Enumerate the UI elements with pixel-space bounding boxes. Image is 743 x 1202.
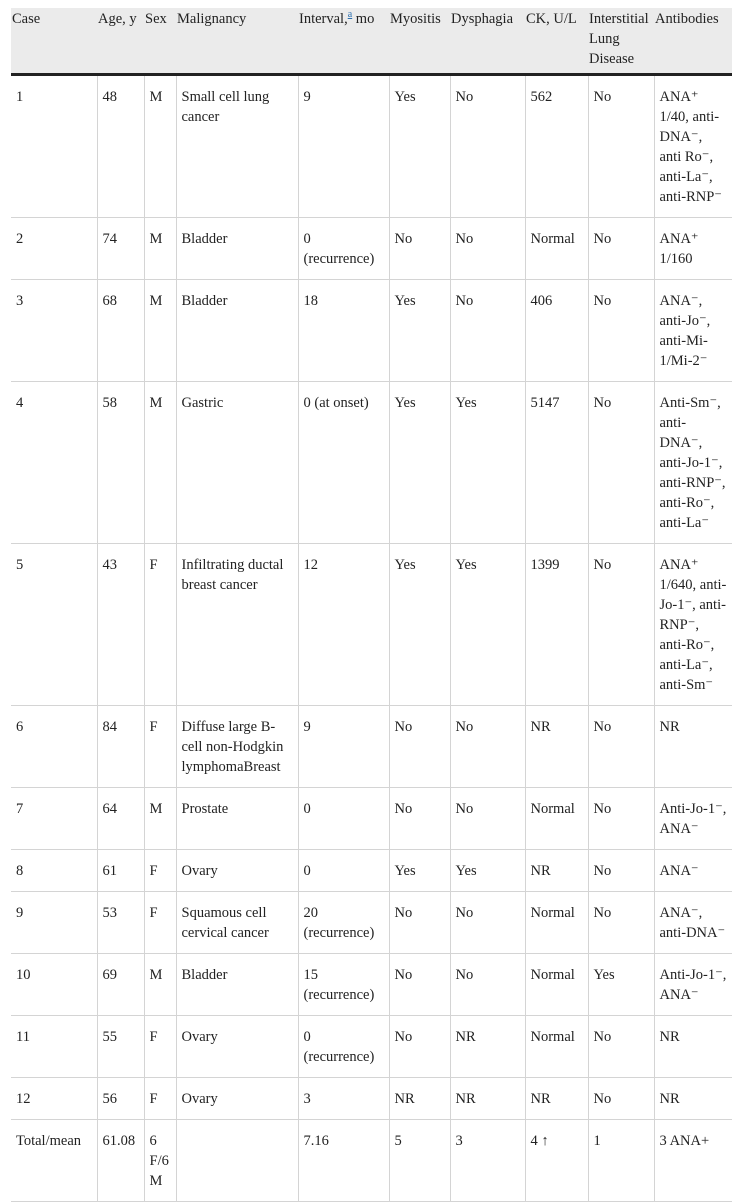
- cell-ild: No: [588, 892, 654, 954]
- cell-ck: NR: [525, 850, 588, 892]
- cell-ild: 1: [588, 1120, 654, 1202]
- cell-malignancy: Diffuse large B-cell non-Hodgkin lymphomaBreast: [176, 706, 298, 788]
- table-row: [11, 850, 732, 892]
- cell-age: 69: [97, 954, 144, 1016]
- cell-dysphagia: Yes: [450, 850, 525, 892]
- cell-interval: 7.16: [298, 1120, 389, 1202]
- cell-case: 11: [11, 1016, 97, 1078]
- cell-ild: No: [588, 706, 654, 788]
- cell-case: 2: [11, 218, 97, 280]
- table-row: [11, 218, 732, 280]
- table-row: [11, 788, 732, 850]
- cell-age: 84: [97, 706, 144, 788]
- cell-ck: 562: [525, 75, 588, 218]
- cell-interval: 0 (recurrence): [298, 1016, 389, 1078]
- case-table: [11, 8, 732, 1202]
- cell-age: 61: [97, 850, 144, 892]
- table-row: [11, 954, 732, 1016]
- cell-dysphagia: Yes: [450, 382, 525, 544]
- cell-ild: No: [588, 1016, 654, 1078]
- cell-myositis: No: [389, 218, 450, 280]
- cell-ck: Normal: [525, 1016, 588, 1078]
- cell-sex: 6 F/6 M: [144, 1120, 176, 1202]
- cell-age: 56: [97, 1078, 144, 1120]
- cell-interval: 0 (at onset): [298, 382, 389, 544]
- cell-case: 9: [11, 892, 97, 954]
- cell-antibodies: ANA⁺ 1/160: [654, 218, 732, 280]
- header-row: [11, 8, 732, 75]
- cell-ild: No: [588, 280, 654, 382]
- header-sex: Sex: [144, 8, 176, 75]
- cell-dysphagia: No: [450, 892, 525, 954]
- header-malignancy: Malignancy: [176, 8, 298, 75]
- cell-malignancy: Prostate: [176, 788, 298, 850]
- table-row: [11, 1016, 732, 1078]
- cell-age: 64: [97, 788, 144, 850]
- cell-age: 61.08: [97, 1120, 144, 1202]
- cell-sex: M: [144, 788, 176, 850]
- cell-case: 3: [11, 280, 97, 382]
- cell-interval: 18: [298, 280, 389, 382]
- cell-interval: 12: [298, 544, 389, 706]
- cell-dysphagia: No: [450, 218, 525, 280]
- cell-dysphagia: NR: [450, 1078, 525, 1120]
- header-ild: Interstitial Lung Disease: [588, 8, 654, 75]
- cell-dysphagia: No: [450, 954, 525, 1016]
- cell-case: 4: [11, 382, 97, 544]
- cell-interval: 0: [298, 788, 389, 850]
- cell-myositis: Yes: [389, 75, 450, 218]
- header-interval-unit: mo: [352, 11, 375, 27]
- cell-interval: 9: [298, 706, 389, 788]
- cell-antibodies: ANA⁺ 1/640, anti-Jo-1⁻, anti-RNP⁻, anti-Ro⁻, anti-La⁻, anti-Sm⁻: [654, 544, 732, 706]
- cell-case: 6: [11, 706, 97, 788]
- table-container: [11, 8, 732, 1202]
- cell-antibodies: Anti-Jo-1⁻, ANA⁻: [654, 788, 732, 850]
- cell-ild: No: [588, 218, 654, 280]
- cell-sex: F: [144, 892, 176, 954]
- cell-interval: 0 (recurrence): [298, 218, 389, 280]
- cell-ild: No: [588, 1078, 654, 1120]
- cell-sex: M: [144, 382, 176, 544]
- cell-age: 48: [97, 75, 144, 218]
- cell-myositis: 5: [389, 1120, 450, 1202]
- cell-sex: M: [144, 218, 176, 280]
- table-row: [11, 544, 732, 706]
- cell-antibodies: ANA⁻, anti-DNA⁻: [654, 892, 732, 954]
- cell-malignancy: [176, 1120, 298, 1202]
- table-row: [11, 1078, 732, 1120]
- cell-antibodies: ANA⁺ 1/40, anti-DNA⁻, anti Ro⁻, anti-La⁻, anti-RNP⁻: [654, 75, 732, 218]
- cell-myositis: No: [389, 1016, 450, 1078]
- cell-age: 68: [97, 280, 144, 382]
- table-body: [11, 75, 732, 1202]
- cell-antibodies: ANA⁻: [654, 850, 732, 892]
- cell-malignancy: Bladder: [176, 280, 298, 382]
- cell-case: 10: [11, 954, 97, 1016]
- cell-myositis: NR: [389, 1078, 450, 1120]
- cell-myositis: No: [389, 892, 450, 954]
- cell-antibodies: 3 ANA+: [654, 1120, 732, 1202]
- cell-antibodies: ANA⁻, anti-Jo⁻, anti-Mi-1/Mi-2⁻: [654, 280, 732, 382]
- cell-malignancy: Infiltrating ductal breast cancer: [176, 544, 298, 706]
- cell-interval: 0: [298, 850, 389, 892]
- cell-ck: NR: [525, 1078, 588, 1120]
- cell-case: 7: [11, 788, 97, 850]
- table-row: [11, 382, 732, 544]
- cell-ck: 1399: [525, 544, 588, 706]
- cell-ck: 406: [525, 280, 588, 382]
- table-row: [11, 892, 732, 954]
- cell-antibodies: Anti-Jo-1⁻, ANA⁻: [654, 954, 732, 1016]
- cell-malignancy: Small cell lung cancer: [176, 75, 298, 218]
- cell-case: 12: [11, 1078, 97, 1120]
- cell-case: 8: [11, 850, 97, 892]
- header-myositis: Myositis: [389, 8, 450, 75]
- cell-interval: 20 (recurrence): [298, 892, 389, 954]
- cell-malignancy: Bladder: [176, 218, 298, 280]
- cell-age: 53: [97, 892, 144, 954]
- cell-ck: NR: [525, 706, 588, 788]
- cell-myositis: No: [389, 954, 450, 1016]
- cell-case: 5: [11, 544, 97, 706]
- cell-antibodies: NR: [654, 1016, 732, 1078]
- cell-age: 74: [97, 218, 144, 280]
- header-case: Case: [11, 8, 97, 75]
- cell-ild: Yes: [588, 954, 654, 1016]
- cell-dysphagia: Yes: [450, 544, 525, 706]
- total-row: [11, 1120, 732, 1202]
- cell-ck: Normal: [525, 218, 588, 280]
- cell-dysphagia: No: [450, 706, 525, 788]
- cell-age: 58: [97, 382, 144, 544]
- cell-ck: 4 ↑: [525, 1120, 588, 1202]
- cell-dysphagia: No: [450, 75, 525, 218]
- cell-sex: F: [144, 706, 176, 788]
- header-interval-label: Interval,: [299, 11, 348, 27]
- cell-case: Total/mean: [11, 1120, 97, 1202]
- cell-case: 1: [11, 75, 97, 218]
- cell-malignancy: Ovary: [176, 1016, 298, 1078]
- cell-interval: 15 (recurrence): [298, 954, 389, 1016]
- cell-sex: M: [144, 280, 176, 382]
- cell-myositis: Yes: [389, 850, 450, 892]
- cell-sex: M: [144, 75, 176, 218]
- cell-ck: Normal: [525, 954, 588, 1016]
- cell-interval: 3: [298, 1078, 389, 1120]
- cell-age: 55: [97, 1016, 144, 1078]
- table-row: [11, 706, 732, 788]
- cell-ck: Normal: [525, 788, 588, 850]
- cell-sex: F: [144, 544, 176, 706]
- cell-sex: M: [144, 954, 176, 1016]
- cell-sex: F: [144, 1078, 176, 1120]
- cell-antibodies: NR: [654, 706, 732, 788]
- cell-ild: No: [588, 382, 654, 544]
- cell-ck: 5147: [525, 382, 588, 544]
- cell-myositis: Yes: [389, 382, 450, 544]
- cell-malignancy: Bladder: [176, 954, 298, 1016]
- cell-malignancy: Gastric: [176, 382, 298, 544]
- cell-sex: F: [144, 850, 176, 892]
- cell-interval: 9: [298, 75, 389, 218]
- cell-antibodies: NR: [654, 1078, 732, 1120]
- cell-ild: No: [588, 544, 654, 706]
- cell-malignancy: Ovary: [176, 850, 298, 892]
- cell-dysphagia: 3: [450, 1120, 525, 1202]
- footnote-link[interactable]: a: [347, 9, 353, 21]
- cell-antibodies: Anti-Sm⁻, anti-DNA⁻, anti-Jo-1⁻, anti-RNP⁻, anti-Ro⁻, anti-La⁻: [654, 382, 732, 544]
- header-antibodies: Antibodies: [654, 8, 732, 75]
- table-row: [11, 280, 732, 382]
- header-interval: [298, 8, 389, 75]
- header-dysphagia: Dysphagia: [450, 8, 525, 75]
- cell-age: 43: [97, 544, 144, 706]
- cell-dysphagia: No: [450, 280, 525, 382]
- cell-dysphagia: NR: [450, 1016, 525, 1078]
- cell-malignancy: Squamous cell cervical cancer: [176, 892, 298, 954]
- cell-myositis: Yes: [389, 280, 450, 382]
- cell-ild: No: [588, 75, 654, 218]
- cell-myositis: No: [389, 706, 450, 788]
- cell-myositis: Yes: [389, 544, 450, 706]
- cell-dysphagia: No: [450, 788, 525, 850]
- table-row: [11, 75, 732, 218]
- cell-myositis: No: [389, 788, 450, 850]
- header-age: Age, y: [97, 8, 144, 75]
- cell-ck: Normal: [525, 892, 588, 954]
- cell-malignancy: Ovary: [176, 1078, 298, 1120]
- cell-sex: F: [144, 1016, 176, 1078]
- header-ck: CK, U/L: [525, 8, 588, 75]
- cell-ild: No: [588, 788, 654, 850]
- cell-ild: No: [588, 850, 654, 892]
